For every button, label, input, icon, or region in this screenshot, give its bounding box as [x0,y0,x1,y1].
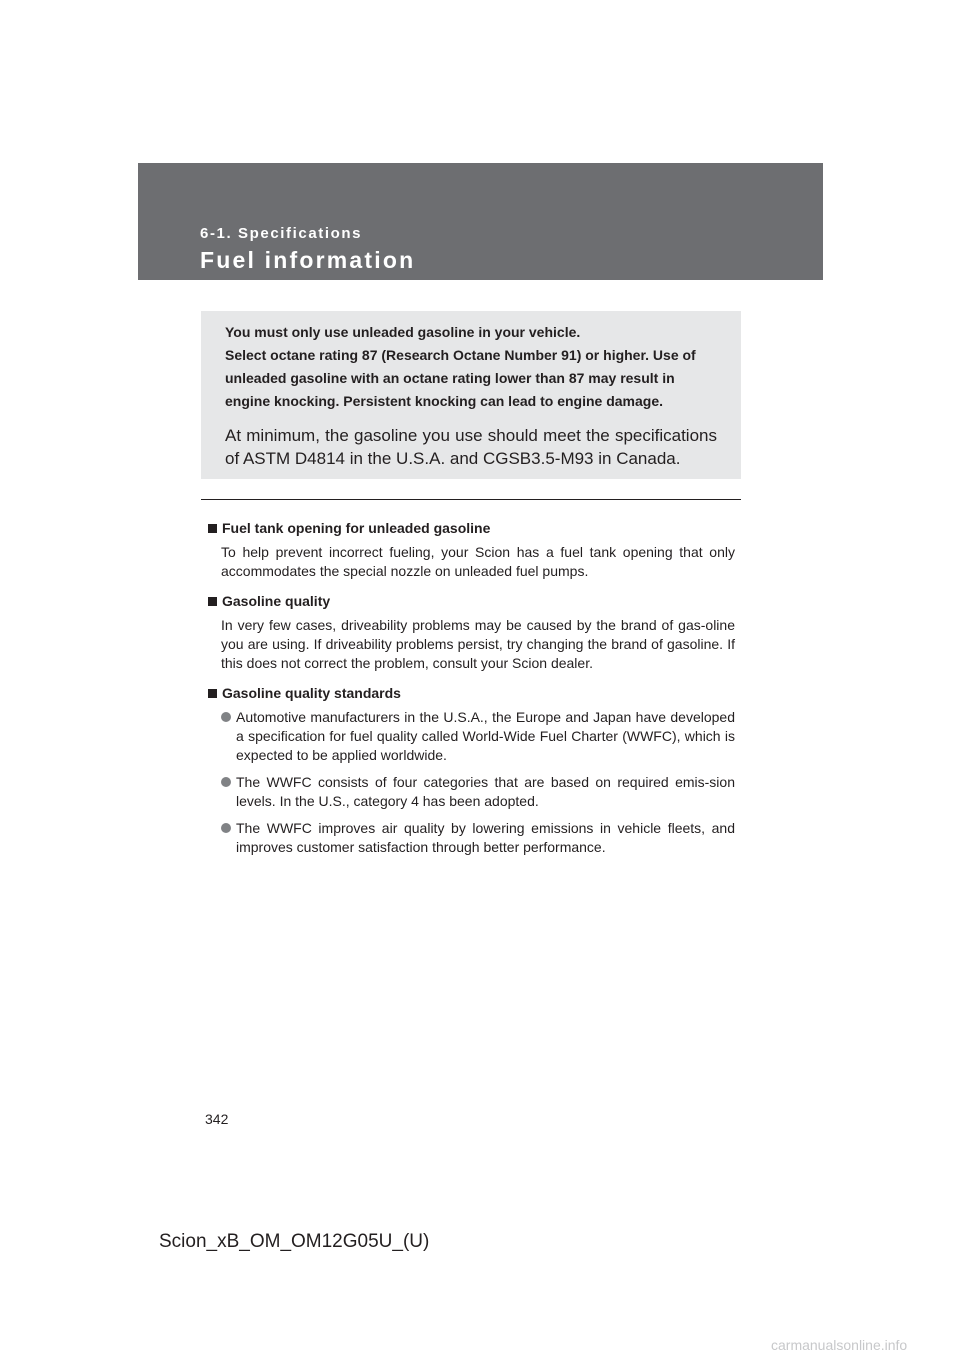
body-text: To help prevent incorrect fueling, your Scion has a fuel tank opening that only accommodates the special nozzle on unleaded fuel pumps. [221,544,735,579]
sub-heading [208,519,735,538]
body-text: In very few cases, driveability problems may be caused by the brand of gas-oline you are using. If driveability problems persist, try changing the brand of gasoline. If this does not correct the problem, consult your Scion dealer. [221,617,735,671]
square-bullet-icon [208,689,217,698]
fuel-requirement-box [201,311,741,479]
octane-rating-text: Select octane rating 87 (Research Octane Number 91) or higher. Use of unleaded gasoline with an octane rating lower than 87 may result in engine knocking. Persistent knocking can lead to engine damage. [225,347,696,409]
watermark: carmanualsonline.info [771,1337,908,1353]
list-item-text: The WWFC consists of four categories that are based on required emis-sion levels. In the U.S., category 4 has been adopted. [236,774,735,809]
sub-heading-text: Gasoline quality standards [222,685,401,701]
page-title: Fuel information [200,247,416,273]
section-fuel-tank-opening [208,519,735,581]
circle-bullet-icon [221,823,231,833]
section-gasoline-quality [208,592,735,673]
section-label: 6-1. Specifications [200,225,363,242]
list-item [221,773,735,811]
astm-specification-text: At minimum, the gasoline you use should meet the specifications of ASTM D4814 in the U.S.A. and CGSB3.5-M93 in Canada. [225,426,717,468]
circle-bullet-icon [221,712,231,722]
square-bullet-icon [208,597,217,606]
list-item [221,819,735,857]
section-gasoline-quality-standards [208,684,735,857]
bullet-list [221,708,735,857]
sub-heading [208,684,735,703]
content-area [208,519,735,865]
unleaded-requirement-text: You must only use unleaded gasoline in your vehicle. [225,324,581,340]
sub-heading [208,592,735,611]
list-item-text: Automotive manufacturers in the U.S.A., the Europe and Japan have developed a specification for fuel quality called World-Wide Fuel Charter (WWFC), which is expected to be applied worldwide. [236,709,735,763]
page-number: 342 [205,1111,229,1127]
square-bullet-icon [208,524,217,533]
header-band [138,163,823,280]
list-item-text: The WWFC improves air quality by lowering emissions in vehicle fleets, and improves customer satisfaction through better performance. [236,820,735,855]
sub-heading-text: Fuel tank opening for unleaded gasoline [222,520,491,536]
sub-heading-text: Gasoline quality [222,593,331,609]
section-divider [201,499,741,500]
document-code: Scion_xB_OM_OM12G05U_(U) [159,1231,430,1252]
list-item [221,708,735,765]
circle-bullet-icon [221,777,231,787]
